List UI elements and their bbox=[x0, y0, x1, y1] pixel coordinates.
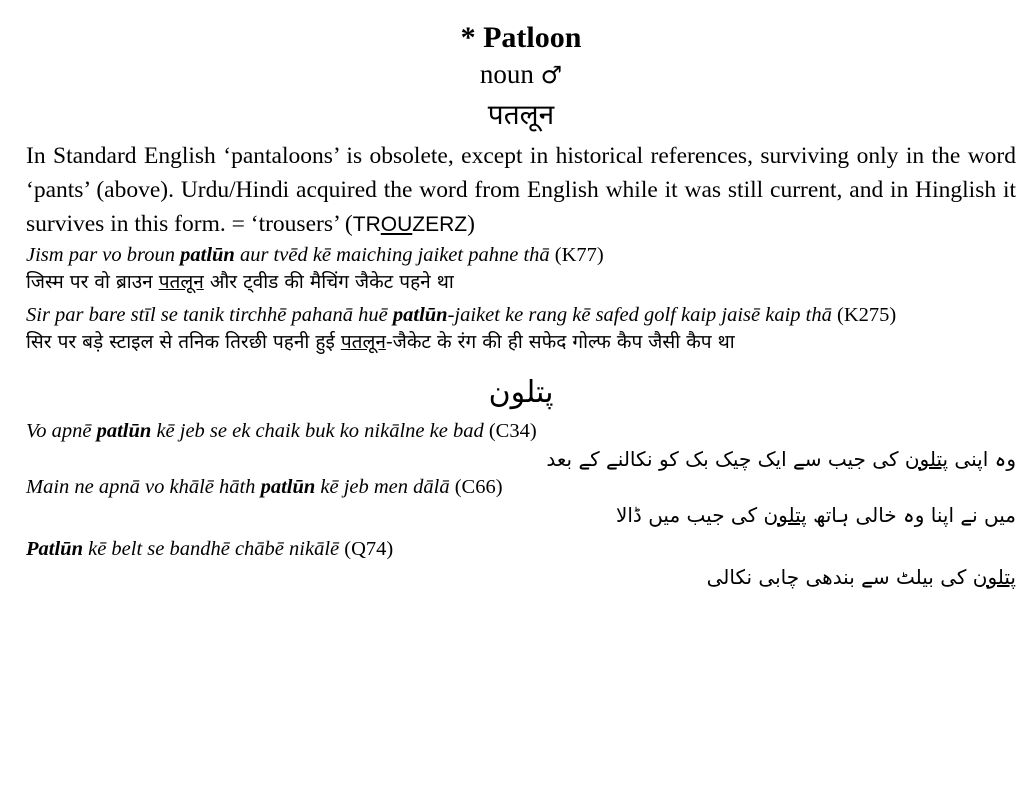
definition: In Standard English ‘pantaloons’ is obsolete, except in historical references, surviving only in the word ‘pants’ (above). Urdu/Hindi acquired the word from English while it was still current, and in Hinglish it survives in this form. = ‘trousers’ (TROUZERZ) bbox=[26, 143, 1016, 237]
masculine-gender-icon: ♂ bbox=[540, 61, 563, 89]
example-transliteration: Vo apnē patlūn kē jeb se ek chaik buk ko nikālne ke bad (C34) bbox=[26, 420, 537, 442]
source-reference: (Q74) bbox=[339, 538, 394, 560]
example-transliteration: Jism par vo broun patlūn aur tvēd kē maiching jaiket pahne thā (K77) bbox=[26, 244, 604, 266]
source-reference: (K77) bbox=[549, 244, 604, 266]
urdu-headword: پتلون bbox=[488, 375, 554, 410]
dictionary-entry bbox=[26, 18, 1016, 592]
example-urdu: میں نے اپنا وہ خالی ہاتھ پتلون کی جیب میں ڈالا bbox=[615, 503, 1016, 527]
example-transliteration: Main ne apnā vo khālē hāth patlūn kē jeb men dālā (C66) bbox=[26, 476, 503, 498]
source-reference: (K275) bbox=[831, 304, 897, 326]
headword: * Patloon bbox=[460, 21, 582, 54]
example-urdu: وہ اپنی پتلون کی جیب سے ایک چیک بک کو نکالنے کے بعد bbox=[546, 447, 1016, 471]
definition-text: In Standard English ‘pantaloons’ is obsolete, except in historical references, surviving only in the word ‘pants’ (above). Urdu/Hindi acquired the word from English while it was still current, and in Hinglish it survives in this form. = ‘trousers’ ( bbox=[26, 143, 1016, 237]
example-devanagari: सिर पर बड़े स्टाइल से तनिक तिरछी पहनी हुई पतलून-जैकेट के रंग की ही सफेद गोल्फ कैप जैसी कैप था bbox=[26, 331, 735, 353]
example-transliteration: Patlūn kē belt se bandhē chābē nikālē (Q74) bbox=[26, 538, 394, 560]
devanagari-headword: पतलून bbox=[487, 98, 555, 131]
part-of-speech: noun bbox=[479, 59, 534, 89]
example-devanagari: जिस्म पर वो ब्राउन पतलून और ट्वीड की मैचिंग जैकेट पहने था bbox=[26, 271, 454, 293]
example-urdu: پتلون کی بیلٹ سے بندھی چابی نکالی bbox=[706, 565, 1016, 589]
example-transliteration: Sir par bare stīl se tanik tirchhē pahanā huē patlūn-jaiket ke rang kē safed golf kaip jaisē kaip thā (K275) bbox=[26, 304, 897, 326]
part-of-speech-line bbox=[26, 58, 1016, 91]
source-reference: (C66) bbox=[449, 476, 503, 498]
pronunciation: TROUZERZ bbox=[352, 213, 468, 236]
source-reference: (C34) bbox=[483, 420, 537, 442]
